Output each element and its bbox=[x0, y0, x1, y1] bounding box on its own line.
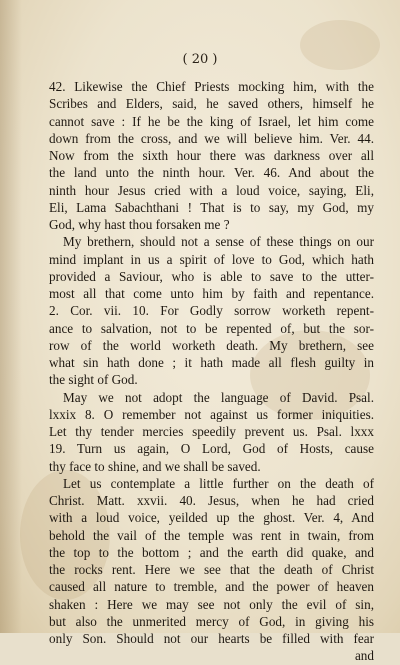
page-number: ( 20 ) bbox=[182, 52, 218, 67]
text-line: thy face to shine, and we shall be saved. bbox=[49, 458, 261, 474]
text-line: Christ. Matt. xxvii. 40. Jesus, when he had cried bbox=[49, 493, 374, 508]
text-line: the rocks rent. Here we see that the death of Christ bbox=[49, 562, 374, 577]
text-line: what sin hath done ; it hath made all flesh guilty in bbox=[49, 355, 374, 370]
body-text bbox=[49, 78, 374, 665]
text-line: Let us contemplate a little further on the death of bbox=[63, 475, 374, 491]
text-line: 19. Turn us again, O Lord, God of Hosts, cause bbox=[49, 441, 374, 457]
text-line: 42. Likewise the Chief Priests mocking him, with the bbox=[49, 79, 374, 94]
text-line: ninth hour Jesus cried with a loud voice, saying, Eli, bbox=[49, 182, 374, 198]
text-line: ance to salvation, not to be repented of, but the sor- bbox=[49, 320, 374, 336]
text-line: the sight of God. bbox=[49, 372, 138, 388]
text-line: God, why hast thou forsaken me ? bbox=[49, 217, 230, 232]
text-line: mind implant in us a spirit of love to God, which hath bbox=[49, 251, 374, 267]
text-line: down from the cross, and we will believe him. Ver. 44. bbox=[49, 130, 374, 146]
text-line: Now from the sixth hour there was darkness over all bbox=[49, 148, 374, 163]
text-line: Let thy tender mercies speedily prevent us. Psal. lxxx bbox=[49, 424, 374, 439]
page-edge-shadow bbox=[0, 0, 22, 633]
text-line: and bbox=[354, 648, 374, 664]
text-line: May we not adopt the language of David. Psal. bbox=[63, 389, 374, 405]
text-line: but also the unmerited mercy of God, in giving his bbox=[49, 613, 374, 629]
text-line: most all that come unto him by faith and repentance. bbox=[49, 286, 374, 301]
text-line: shaken : Here we may see not only the evil of sin, bbox=[49, 596, 374, 612]
text-line: with a loud voice, yeilded up the ghost. Ver. 4, And bbox=[49, 510, 374, 526]
text-line: row of the world worketh death. My brethern, see bbox=[49, 337, 374, 353]
text-line: lxxix 8. O remember not against us former iniquities. bbox=[49, 406, 374, 422]
text-line: caused all nature to tremble, and the power of heaven bbox=[49, 579, 374, 595]
text-line: the land unto the ninth hour. Ver. 46. And about the bbox=[49, 165, 374, 181]
text-line: Eli, Lama Sabachthani ! That is to say, my God, my bbox=[49, 199, 374, 215]
text-line: My brethern, should not a sense of these things on our bbox=[63, 234, 374, 250]
text-line: 2. Cor. vii. 10. For Godly sorrow worketh repent- bbox=[49, 303, 374, 319]
text-line: the top to the bottom ; and the earth did quake, and bbox=[49, 544, 374, 560]
text-line: provided a Saviour, who is able to save to the utter- bbox=[49, 268, 374, 284]
text-line: only Son. Should not our hearts be filled with fear bbox=[49, 631, 374, 646]
text-line: cannot save : If he be the king of Israel, let him come bbox=[49, 113, 374, 129]
text-line: behold the vail of the temple was rent in twain, from bbox=[49, 527, 374, 543]
text-line: Scribes and Elders, said, he saved others, himself he bbox=[49, 96, 374, 112]
